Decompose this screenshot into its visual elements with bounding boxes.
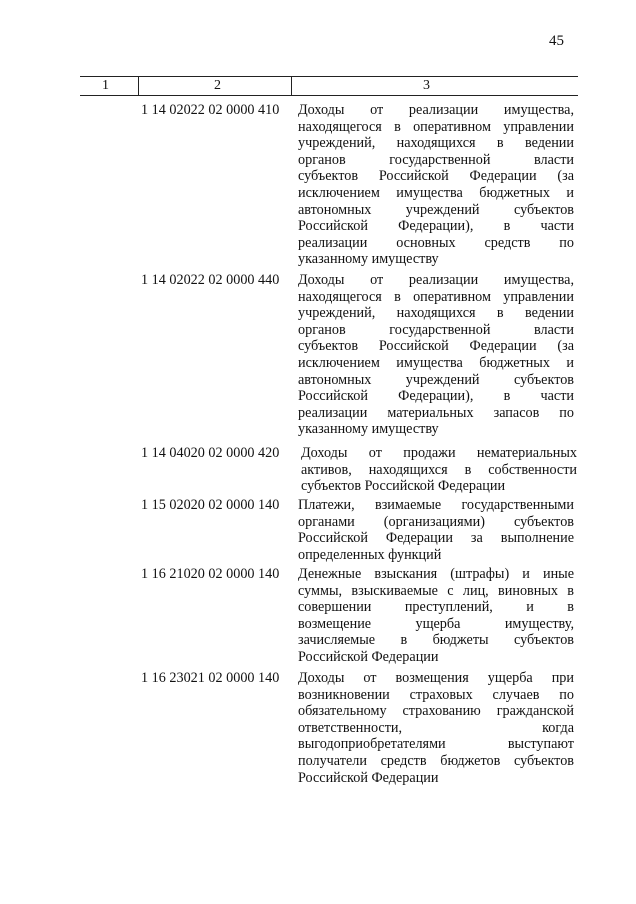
income-description [301,445,577,495]
budget-code: 1 14 04020 02 0000 420 [141,445,280,461]
budget-code: 1 16 23021 02 0000 140 [141,670,280,686]
description-line: указанному имуществу [298,251,439,268]
description-line: исключением имущества бюджетных и [298,184,574,201]
income-description [298,497,574,563]
description-line: выгодоприобретателями выступают [298,736,574,753]
description-line: Денежные взыскания (штрафы) и иные [298,566,574,582]
description-line: Доходы от реализации имущества, [298,272,574,288]
income-description [298,670,574,786]
budget-code: 1 14 02022 02 0000 410 [141,102,280,118]
description-line: указанному имуществу [298,421,439,438]
description-line: Российской Федерации), в части [298,218,574,235]
description-line: Российской Федерации [298,648,439,665]
description-line: Платежи, взимаемые государственными [298,497,574,513]
income-description [298,102,574,268]
table-header [80,76,578,96]
header-col-2: 2 [214,78,221,93]
description-line: Российской Федерации за выполнение [298,530,574,547]
description-line: Доходы от возмещения ущерба при [298,670,574,686]
description-line: субъектов Российской Федерации (за [298,168,574,185]
description-line: Российской Федерации), в части [298,388,574,405]
description-line: субъектов Российской Федерации (за [298,338,574,355]
description-line: органов государственной власти [298,151,574,168]
description-line: реализации материальных запасов по [298,404,574,421]
description-line: ответственности, когда [298,719,574,736]
description-line: активов, находящихся в собственности [301,461,577,478]
description-line: исключением имущества бюджетных и [298,354,574,371]
header-col-3: 3 [423,78,430,93]
income-description [298,566,574,666]
description-line: Доходы от продажи нематериальных [301,445,577,461]
description-line: возникновении страховых случаев по [298,686,574,703]
description-line: органами (организациями) субъектов [298,513,574,530]
income-description [298,272,574,438]
description-line: совершении преступлений, и в [298,599,574,616]
description-line: органов государственной власти [298,321,574,338]
description-line: субъектов Российской Федерации [301,478,506,495]
description-line: автономных учреждений субъектов [298,201,574,218]
description-line: учреждений, находящихся в ведении [298,135,574,152]
description-line: находящегося в оперативном управлении [298,288,574,305]
description-line: находящегося в оперативном управлении [298,118,574,135]
description-line: реализации основных средств по [298,234,574,251]
description-line: суммы, взыскиваемые с лиц, виновных в [298,582,574,599]
header-col-1: 1 [102,78,109,93]
description-line: определенных функций [298,546,442,563]
description-line: автономных учреждений субъектов [298,371,574,388]
budget-code: 1 16 21020 02 0000 140 [141,566,280,582]
description-line: получатели средств бюджетов субъектов [298,752,574,769]
description-line: зачисляемые в бюджеты субъектов [298,632,574,649]
description-line: учреждений, находящихся в ведении [298,305,574,322]
budget-code: 1 14 02022 02 0000 440 [141,272,280,288]
description-line: Доходы от реализации имущества, [298,102,574,118]
header-divider [138,77,139,95]
description-line: обязательному страхованию гражданской [298,703,574,720]
description-line: Российской Федерации [298,769,439,786]
header-divider [291,77,292,95]
budget-code: 1 15 02020 02 0000 140 [141,497,280,513]
page-number: 45 [549,33,564,49]
description-line: возмещение ущерба имуществу, [298,615,574,632]
